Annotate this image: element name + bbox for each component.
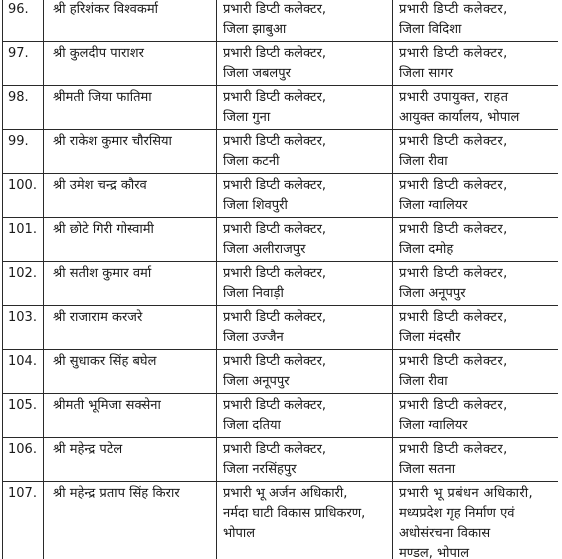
new-posting-line: जिला दमोह <box>399 242 454 257</box>
table-row <box>3 438 559 482</box>
transfer-list-table <box>2 0 558 559</box>
serial-number-cell: 101. <box>3 218 44 262</box>
current-posting-cell <box>217 174 393 218</box>
current-posting-cell <box>217 130 393 174</box>
serial-number-cell: 107. <box>3 482 44 559</box>
new-posting-line: जिला मंदसौर <box>399 330 461 345</box>
officer-name-cell: श्री हरिशंकर विश्वकर्मा <box>44 0 217 42</box>
new-posting-line: प्रभारी डिप्टी कलेक्टर, <box>399 178 508 193</box>
new-posting-cell <box>393 350 559 394</box>
serial-number-cell: 98. <box>3 86 44 130</box>
current-posting-line: प्रभारी डिप्टी कलेक्टर, <box>223 310 327 325</box>
serial-number-cell: 100. <box>3 174 44 218</box>
current-posting-line: नर्मदा घाटी विकास प्राधिकरण, <box>223 506 366 521</box>
current-posting-line: प्रभारी भू अर्जन अधिकारी, <box>223 486 348 501</box>
serial-number-cell: 96. <box>3 0 44 42</box>
current-posting-cell <box>217 394 393 438</box>
new-posting-line: मध्यप्रदेश गृह निर्माण एवं <box>399 506 515 521</box>
new-posting-cell <box>393 482 559 559</box>
new-posting-line: मण्डल, भोपाल <box>399 546 470 559</box>
table-row <box>3 130 559 174</box>
new-posting-line: प्रभारी डिप्टी कलेक्टर, <box>399 354 508 369</box>
serial-number-cell: 99. <box>3 130 44 174</box>
new-posting-cell <box>393 174 559 218</box>
officer-name-cell: श्री राकेश कुमार चौरसिया <box>44 130 217 174</box>
current-posting-line: प्रभारी डिप्टी कलेक्टर, <box>223 442 327 457</box>
new-posting-cell <box>393 218 559 262</box>
current-posting-line: जिला शिवपुरी <box>223 198 288 213</box>
new-posting-line: प्रभारी डिप्टी कलेक्टर, <box>399 442 508 457</box>
current-posting-cell <box>217 262 393 306</box>
serial-number-cell: 104. <box>3 350 44 394</box>
officer-name-cell: श्रीमती भूमिजा सक्सेना <box>44 394 217 438</box>
new-posting-line: जिला सतना <box>399 462 456 477</box>
current-posting-line: प्रभारी डिप्टी कलेक्टर, <box>223 2 327 17</box>
new-posting-cell <box>393 438 559 482</box>
new-posting-line: जिला ग्वालियर <box>399 418 468 433</box>
new-posting-line: आयुक्त कार्यालय, भोपाल <box>399 110 520 125</box>
current-posting-line: जिला निवाड़ी <box>223 286 284 301</box>
new-posting-cell <box>393 394 559 438</box>
new-posting-line: प्रभारी डिप्टी कलेक्टर, <box>399 134 508 149</box>
table-row <box>3 350 559 394</box>
officer-name-cell: श्री कुलदीप पाराशर <box>44 42 217 86</box>
current-posting-line: प्रभारी डिप्टी कलेक्टर, <box>223 266 327 281</box>
table-row <box>3 218 559 262</box>
new-posting-cell <box>393 42 559 86</box>
current-posting-cell <box>217 0 393 42</box>
new-posting-line: जिला ग्वालियर <box>399 198 468 213</box>
table-row <box>3 394 559 438</box>
transfer-list-body <box>3 0 559 559</box>
current-posting-line: प्रभारी डिप्टी कलेक्टर, <box>223 178 327 193</box>
current-posting-line: जिला जबलपुर <box>223 66 291 81</box>
table-row <box>3 42 559 86</box>
current-posting-line: जिला गुना <box>223 110 271 125</box>
new-posting-line: अधोसंरचना विकास <box>399 526 491 541</box>
current-posting-line: जिला कटनी <box>223 154 280 169</box>
officer-name-cell: श्रीमती जिया फातिमा <box>44 86 217 130</box>
new-posting-line: जिला रीवा <box>399 374 448 389</box>
current-posting-line: प्रभारी डिप्टी कलेक्टर, <box>223 398 327 413</box>
table-row <box>3 262 559 306</box>
current-posting-line: जिला उज्जैन <box>223 330 284 345</box>
new-posting-cell <box>393 262 559 306</box>
new-posting-line: प्रभारी उपायुक्त, राहत <box>399 90 509 105</box>
serial-number-cell: 105. <box>3 394 44 438</box>
officer-name-cell: श्री महेन्द्र प्रताप सिंह किरार <box>44 482 217 559</box>
current-posting-cell <box>217 42 393 86</box>
new-posting-cell <box>393 86 559 130</box>
current-posting-line: प्रभारी डिप्टी कलेक्टर, <box>223 46 327 61</box>
current-posting-line: जिला अलीराजपुर <box>223 242 306 257</box>
current-posting-line: जिला नरसिंहपुर <box>223 462 297 477</box>
current-posting-line: जिला अनूपपुर <box>223 374 290 389</box>
new-posting-cell <box>393 0 559 42</box>
new-posting-line: प्रभारी डिप्टी कलेक्टर, <box>399 310 508 325</box>
new-posting-line: जिला रीवा <box>399 154 448 169</box>
new-posting-line: प्रभारी डिप्टी कलेक्टर, <box>399 222 508 237</box>
new-posting-line: प्रभारी डिप्टी कलेक्टर, <box>399 266 508 281</box>
new-posting-line: प्रभारी डिप्टी कलेक्टर, <box>399 46 508 61</box>
new-posting-line: जिला विदिशा <box>399 22 462 37</box>
table-row <box>3 306 559 350</box>
current-posting-line: भोपाल <box>223 526 256 541</box>
current-posting-cell <box>217 306 393 350</box>
new-posting-cell <box>393 130 559 174</box>
officer-name-cell: श्री महेन्द्र पटेल <box>44 438 217 482</box>
table-row <box>3 86 559 130</box>
officer-name-cell: श्री राजाराम करजरे <box>44 306 217 350</box>
current-posting-cell <box>217 218 393 262</box>
current-posting-line: जिला झाबुआ <box>223 22 287 37</box>
serial-number-cell: 97. <box>3 42 44 86</box>
current-posting-line: प्रभारी डिप्टी कलेक्टर, <box>223 222 327 237</box>
current-posting-cell <box>217 438 393 482</box>
current-posting-line: प्रभारी डिप्टी कलेक्टर, <box>223 90 327 105</box>
table-row <box>3 174 559 218</box>
officer-name-cell: श्री छोटे गिरी गोस्वामी <box>44 218 217 262</box>
new-posting-line: प्रभारी डिप्टी कलेक्टर, <box>399 2 508 17</box>
serial-number-cell: 103. <box>3 306 44 350</box>
new-posting-cell <box>393 306 559 350</box>
new-posting-line: प्रभारी भू प्रबंधन अधिकारी, <box>399 486 534 501</box>
officer-name-cell: श्री सतीश कुमार वर्मा <box>44 262 217 306</box>
table-row <box>3 482 559 559</box>
current-posting-line: जिला दतिया <box>223 418 281 433</box>
officer-name-cell: श्री सुधाकर सिंह बघेल <box>44 350 217 394</box>
serial-number-cell: 102. <box>3 262 44 306</box>
table-row <box>3 0 559 42</box>
new-posting-line: प्रभारी डिप्टी कलेक्टर, <box>399 398 508 413</box>
current-posting-line: प्रभारी डिप्टी कलेक्टर, <box>223 134 327 149</box>
current-posting-line: प्रभारी डिप्टी कलेक्टर, <box>223 354 327 369</box>
serial-number-cell: 106. <box>3 438 44 482</box>
transfer-order-sheet <box>2 0 558 559</box>
new-posting-line: जिला सागर <box>399 66 454 81</box>
current-posting-cell <box>217 86 393 130</box>
new-posting-line: जिला अनूपपुर <box>399 286 466 301</box>
current-posting-cell <box>217 482 393 559</box>
current-posting-cell <box>217 350 393 394</box>
officer-name-cell: श्री उमेश चन्द्र कौरव <box>44 174 217 218</box>
